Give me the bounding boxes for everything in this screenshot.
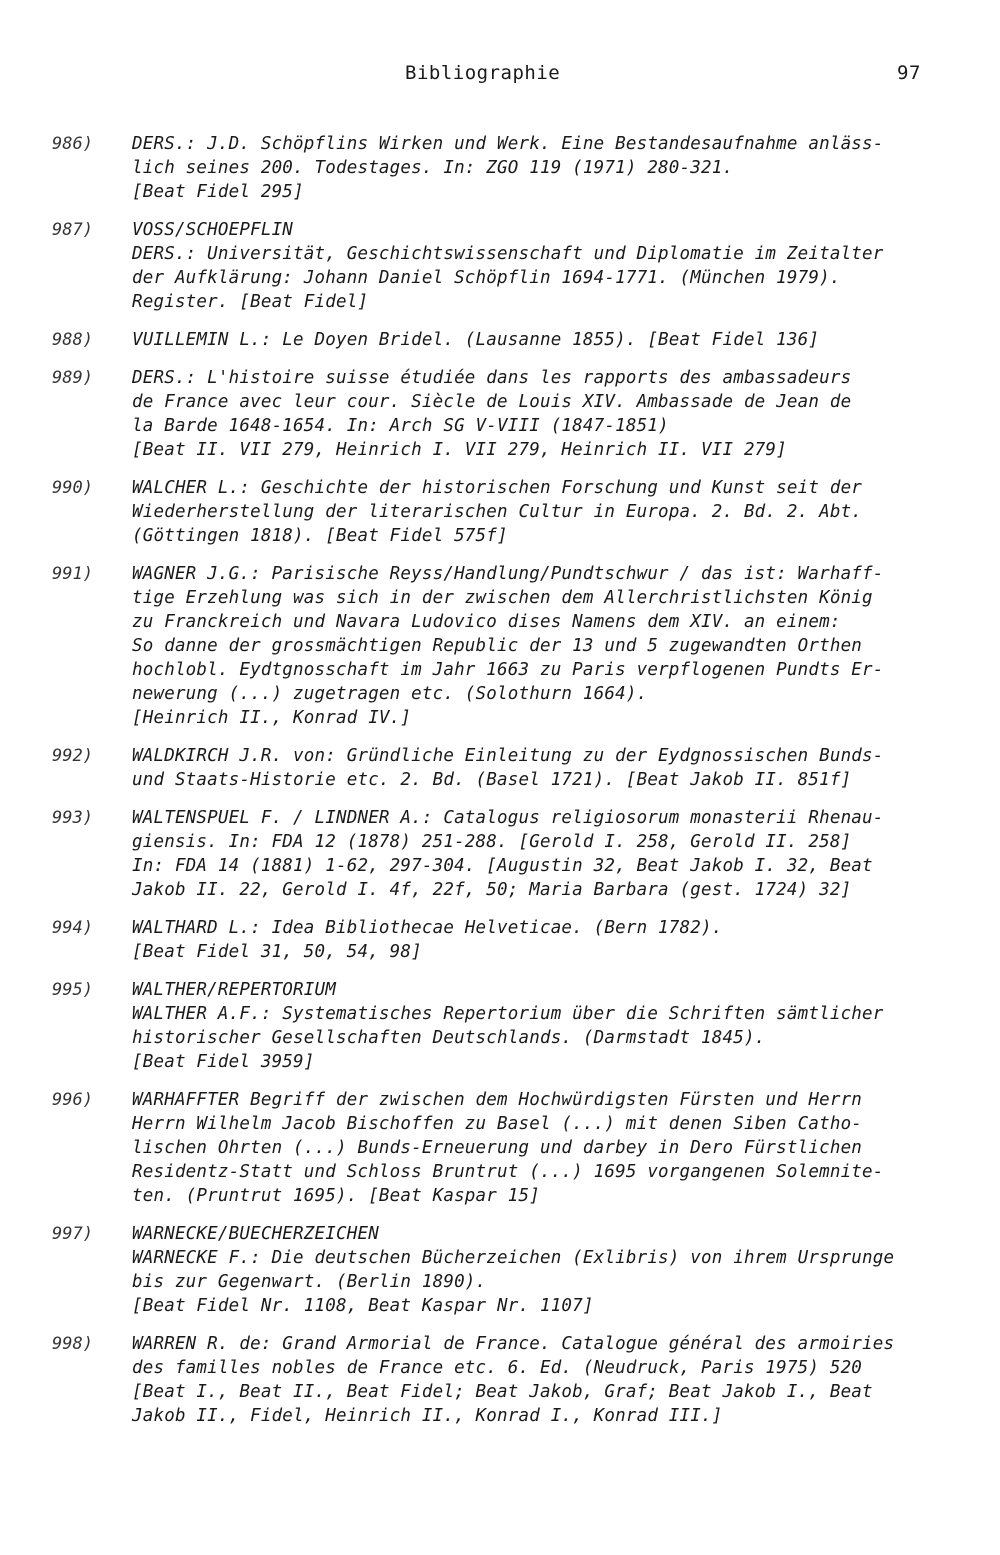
entry-text <box>132 744 952 792</box>
page-header <box>0 62 1000 90</box>
bibliography-entry <box>0 1332 1000 1428</box>
bibliography-entry <box>0 744 1000 792</box>
bibliography-entry <box>0 218 1000 314</box>
entry-line: und Staats-Historie etc. 2. Bd. (Basel 1721). [Beat Jakob II. 851f] <box>132 770 852 790</box>
entry-line: de France avec leur cour. Siècle de Louis XIV. Ambassade de Jean de <box>132 392 852 412</box>
entry-line: zu Franckreich und Navara Ludovico dises Namens dem XIV. an einem: <box>132 612 841 632</box>
entry-line: des familles nobles de France etc. 6. Ed. (Neudruck, Paris 1975) 520 <box>132 1358 863 1378</box>
entry-line: DERS.: Universität, Geschichtswissenschaft und Diplomatie im Zeitalter <box>132 244 884 264</box>
entry-text <box>132 1332 952 1428</box>
running-title: Bibliographie <box>405 62 561 84</box>
entry-line: VOSS/SCHOEPFLIN <box>132 220 294 240</box>
bibliography-entry <box>0 916 1000 964</box>
entry-line: VUILLEMIN L.: Le Doyen Bridel. (Lausanne 1855). [Beat Fidel 136] <box>132 330 820 350</box>
entry-text <box>132 916 952 964</box>
entry-number: 988) <box>52 330 93 350</box>
entry-line: [Beat Fidel 31, 50, 54, 98] <box>132 942 422 962</box>
entry-number: 986) <box>52 134 93 154</box>
entry-line: [Beat I., Beat II., Beat Fidel; Beat Jakob, Graf; Beat Jakob I., Beat <box>132 1382 873 1402</box>
bibliography-entry <box>0 562 1000 730</box>
entry-text <box>132 1222 952 1318</box>
entry-text <box>132 562 952 730</box>
entry-line: Jakob II. 22, Gerold I. 4f, 22f, 50; Maria Barbara (gest. 1724) 32] <box>132 880 852 900</box>
entry-line: [Heinrich II., Konrad IV.] <box>132 708 412 728</box>
entry-line: ten. (Pruntrut 1695). [Beat Kaspar 15] <box>132 1186 540 1206</box>
entry-line: Herrn Wilhelm Jacob Bischoffen zu Basel (...) mit denen Siben Catho- <box>132 1114 863 1134</box>
entry-line: DERS.: L'histoire suisse étudiée dans les rapports des ambassadeurs <box>132 368 852 388</box>
entry-line: WALTHER A.F.: Systematisches Repertorium über die Schriften sämtlicher <box>132 1004 884 1024</box>
entry-text <box>132 978 952 1074</box>
entry-number: 998) <box>52 1334 93 1354</box>
entry-number: 987) <box>52 220 93 240</box>
entry-text <box>132 328 952 352</box>
entry-line: WALDKIRCH J.R. von: Gründliche Einleitung zu der Eydgnossischen Bunds- <box>132 746 884 766</box>
entry-line: [Beat Fidel 3959] <box>132 1052 315 1072</box>
bibliography-entry <box>0 366 1000 462</box>
entry-line: WARREN R. de: Grand Armorial de France. Catalogue général des armoiries <box>132 1334 895 1354</box>
entry-line: hochlobl. Eydtgnosschaft im Jahr 1663 zu Paris verpflogenen Pundts Er- <box>132 660 884 680</box>
entry-line: Residentz-Statt und Schloss Bruntrut (...) 1695 vorgangenen Solemnite- <box>132 1162 884 1182</box>
entry-line: WARNECKE/BUECHERZEICHEN <box>132 1224 379 1244</box>
entry-line: historischer Gesellschaften Deutschlands. (Darmstadt 1845). <box>132 1028 766 1048</box>
entry-text <box>132 366 952 462</box>
entry-line: [Beat Fidel Nr. 1108, Beat Kaspar Nr. 1107] <box>132 1296 594 1316</box>
entry-line: giensis. In: FDA 12 (1878) 251-288. [Gerold I. 258, Gerold II. 258] <box>132 832 852 852</box>
entry-line: der Aufklärung: Johann Daniel Schöpflin 1694-1771. (München 1979). <box>132 268 841 288</box>
bibliography-list <box>0 132 1000 1442</box>
entry-line: WALTHARD L.: Idea Bibliothecae Helveticae. (Bern 1782). <box>132 918 723 938</box>
entry-line: bis zur Gegenwart. (Berlin 1890). <box>132 1272 487 1292</box>
entry-line: WARNECKE F.: Die deutschen Bücherzeichen (Exlibris) von ihrem Ursprunge <box>132 1248 895 1268</box>
entry-text <box>132 1088 952 1208</box>
entry-text <box>132 218 952 314</box>
entry-text <box>132 132 952 204</box>
bibliography-entry <box>0 328 1000 352</box>
bibliography-entry <box>0 476 1000 548</box>
bibliography-entry <box>0 132 1000 204</box>
entry-number: 997) <box>52 1224 93 1244</box>
bibliography-entry <box>0 1222 1000 1318</box>
entry-number: 992) <box>52 746 93 766</box>
bibliography-entry <box>0 1088 1000 1208</box>
entry-number: 994) <box>52 918 93 938</box>
entry-line: Register. [Beat Fidel] <box>132 292 369 312</box>
entry-line: In: FDA 14 (1881) 1-62, 297-304. [Augustin 32, Beat Jakob I. 32, Beat <box>132 856 873 876</box>
entry-text <box>132 476 952 548</box>
bibliography-entry <box>0 806 1000 902</box>
entry-text <box>132 806 952 902</box>
entry-line: DERS.: J.D. Schöpflins Wirken und Werk. Eine Bestandesaufnahme anläss- <box>132 134 884 154</box>
entry-line: Jakob II., Fidel, Heinrich II., Konrad I., Konrad III.] <box>132 1406 723 1426</box>
entry-number: 989) <box>52 368 93 388</box>
entry-number: 995) <box>52 980 93 1000</box>
entry-line: WALCHER L.: Geschichte der historischen Forschung und Kunst seit der <box>132 478 863 498</box>
entry-line: [Beat Fidel 295] <box>132 182 304 202</box>
entry-line: lich seines 200. Todestages. In: ZGO 119 (1971) 280-321. <box>132 158 734 178</box>
entry-line: [Beat II. VII 279, Heinrich I. VII 279, Heinrich II. VII 279] <box>132 440 787 460</box>
entry-line: So danne der grossmächtigen Republic der 13 und 5 zugewandten Orthen <box>132 636 863 656</box>
entry-line: WALTHER/REPERTORIUM <box>132 980 336 1000</box>
entry-line: newerung (...) zugetragen etc. (Solothurn 1664). <box>132 684 648 704</box>
page-number: 97 <box>897 62 921 84</box>
entry-line: la Barde 1648-1654. In: Arch SG V-VIII (1847-1851) <box>132 416 669 436</box>
entry-line: (Göttingen 1818). [Beat Fidel 575f] <box>132 526 508 546</box>
entry-line: WALTENSPUEL F. / LINDNER A.: Catalogus religiosorum monasterii Rhenau- <box>132 808 884 828</box>
entry-number: 996) <box>52 1090 93 1110</box>
entry-number: 993) <box>52 808 93 828</box>
entry-number: 991) <box>52 564 93 584</box>
entry-line: WAGNER J.G.: Parisische Reyss/Handlung/Pundtschwur / das ist: Warhaff- <box>132 564 884 584</box>
bibliography-entry <box>0 978 1000 1074</box>
entry-line: lischen Ohrten (...) Bunds-Erneuerung und darbey in Dero Fürstlichen <box>132 1138 863 1158</box>
entry-line: Wiederherstellung der literarischen Cultur in Europa. 2. Bd. 2. Abt. <box>132 502 863 522</box>
entry-line: WARHAFFTER Begriff der zwischen dem Hochwürdigsten Fürsten und Herrn <box>132 1090 863 1110</box>
entry-number: 990) <box>52 478 93 498</box>
entry-line: tige Erzehlung was sich in der zwischen dem Allerchristlichsten König <box>132 588 873 608</box>
